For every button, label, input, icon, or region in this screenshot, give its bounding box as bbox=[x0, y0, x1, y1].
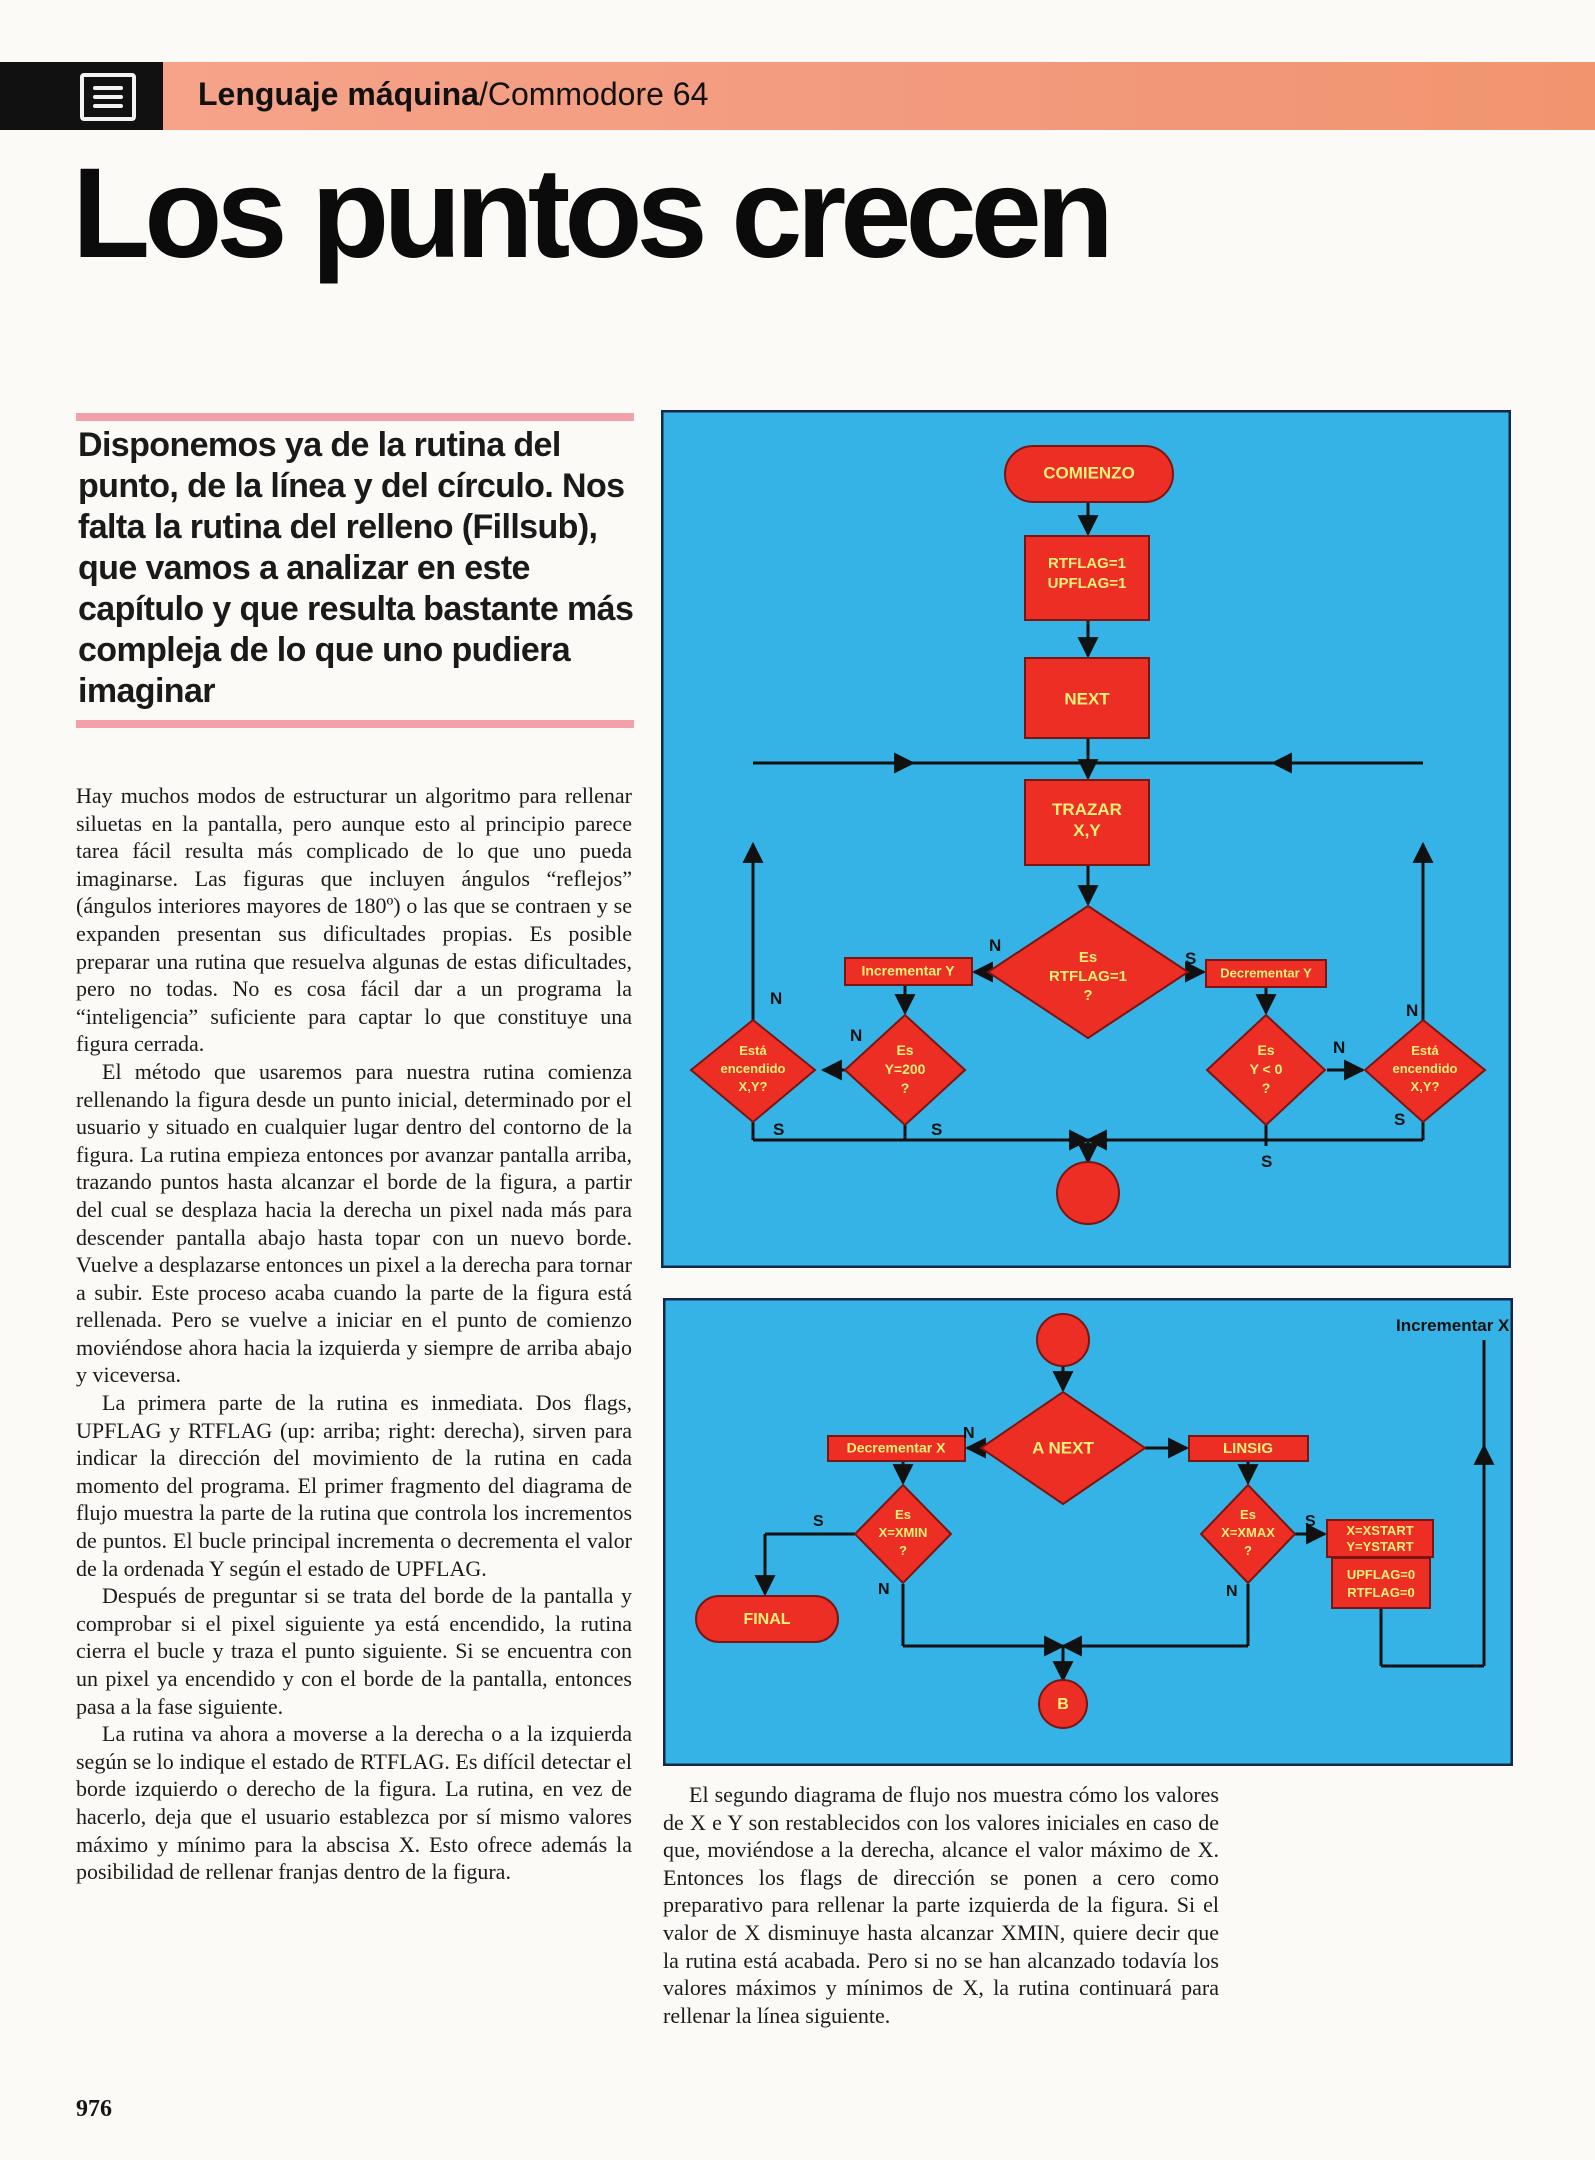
section-title bbox=[198, 76, 708, 113]
init-line: RTFLAG=1 bbox=[1048, 555, 1126, 572]
rtflag-line: RTFLAG=1 bbox=[1049, 968, 1127, 985]
end-connector bbox=[1057, 1162, 1119, 1224]
init-line: UPFLAG=1 bbox=[1047, 575, 1127, 592]
intro-bottom-rule bbox=[76, 720, 634, 728]
flowchart-x-stepping bbox=[663, 1298, 1513, 1771]
branch-yes-label: S bbox=[931, 1120, 943, 1139]
y200-line: Es bbox=[896, 1042, 914, 1058]
lit-right-line: encendido bbox=[1392, 1061, 1458, 1076]
body-column-left bbox=[76, 782, 632, 1886]
branch-no-label: N bbox=[1226, 1583, 1238, 1600]
linsig-label: LINSIG bbox=[1222, 1439, 1274, 1457]
rtflag-line: ? bbox=[1083, 987, 1093, 1004]
rtflag-line: Es bbox=[1078, 949, 1098, 966]
reset-line: X=XSTART bbox=[1346, 1523, 1414, 1538]
start-label: COMIENZO bbox=[1043, 463, 1135, 483]
branch-yes-label: S bbox=[1185, 949, 1197, 968]
lit-right-line: Está bbox=[1411, 1043, 1439, 1058]
increment-y-label: Incrementar Y bbox=[861, 962, 955, 979]
flowchart-fill-loop bbox=[661, 410, 1511, 1273]
xmax-line: X=XMAX bbox=[1221, 1525, 1275, 1540]
lit-left-line: Está bbox=[739, 1043, 767, 1058]
branch-no-label: N bbox=[1333, 1038, 1346, 1057]
next-label: NEXT bbox=[1064, 689, 1110, 709]
flags-zero-line: UPFLAG=0 bbox=[1346, 1567, 1416, 1582]
reset-line: Y=YSTART bbox=[1346, 1539, 1414, 1554]
body-paragraph: La primera parte de la rutina es inmediata. Dos flags, UPFLAG y RTFLAG (up: arriba; right: derecha), sirven para indicar la dirección del movimiento de la rutina en cada momento del programa. El primer fragmento del diagrama de flujo muestra la parte de la rutina que controla los incrementos de puntos. El bucle principal incrementa o decrementa el valor de la ordenada Y según el estado de UPFLAG. bbox=[76, 1390, 632, 1581]
lit-left-line: encendido bbox=[720, 1061, 786, 1076]
xmin-line: X=XMIN bbox=[878, 1525, 928, 1540]
branch-no-label: N bbox=[878, 1581, 890, 1598]
body-paragraph: El segundo diagrama de flujo nos muestra cómo los valores de X e Y son restablecidos con los valores iniciales en caso de que, moviéndose a la derecha, alcance el valor máximo de X. Entonces los flags de dirección se ponen a cero como preparativo para rellenar la parte izquierda de la figura. Si el valor de X disminuye hasta alcanzar XMIN, quiere decir que la rutina está acabada. Pero si no se han alcanzado todavía los valores máximos y mínimos de X, la rutina continuará para rellenar la línea siguiente. bbox=[663, 1782, 1219, 2028]
page-number: 976 bbox=[76, 2096, 112, 2122]
intro-standfirst: Disponemos ya de la rutina del punto, de la línea y del círculo. Nos falta la rutina del relleno (Fillsub), que vamos a analizar en este capítulo y que resulta bastante más compleja de lo que uno pudiera imaginar bbox=[78, 426, 634, 710]
start-connector bbox=[1037, 1314, 1089, 1366]
xmin-line: Es bbox=[895, 1507, 911, 1522]
branch-yes-label: S bbox=[1394, 1110, 1406, 1129]
xmax-line: Es bbox=[1240, 1507, 1256, 1522]
decrement-x-label: Decrementar X bbox=[846, 1439, 946, 1456]
body-paragraph: El método que usaremos para nuestra rutina comienza rellenando la figura desde un punto inicial, determinado por el usuario y situado en cualquier lugar dentro del contorno de la figura. La rutina empieza entonces por avanzar pantalla arriba, trazando puntos hasta alcanzar el borde de la figura, a partir del cual se desplaza hacia la derecha un pixel nada más para descender pantalla abajo hasta topar con un nuevo borde. Vuelve a desplazarse entonces un pixel a la derecha para tornar a subir. Este proceso acaba cuando la parte de la figura está rellenada. Pero se vuelve a iniciar en el punto de comienzo moviéndose ahora hacia la izquierda y siempre de arriba abajo y viceversa. bbox=[76, 1058, 632, 1388]
y200-line: ? bbox=[900, 1080, 910, 1096]
xmax-line: ? bbox=[1244, 1543, 1252, 1558]
article-title: Los puntos crecen bbox=[72, 142, 1108, 285]
lit-left-line: X,Y? bbox=[738, 1079, 768, 1094]
y0-line: Y < 0 bbox=[1249, 1061, 1283, 1077]
xmin-line: ? bbox=[899, 1543, 907, 1558]
branch-no-label: N bbox=[850, 1026, 863, 1045]
branch-yes-label: S bbox=[773, 1120, 785, 1139]
flags-zero-line: RTFLAG=0 bbox=[1347, 1585, 1415, 1600]
section-platform: Commodore 64 bbox=[487, 76, 709, 112]
branch-no-label: N bbox=[963, 1425, 975, 1442]
lit-right-line: X,Y? bbox=[1410, 1079, 1440, 1094]
intro-top-rule bbox=[76, 413, 634, 421]
plot-line: TRAZAR bbox=[1052, 800, 1122, 819]
flags-zero-box bbox=[1332, 1558, 1430, 1608]
b-connector-label: B bbox=[1057, 1696, 1069, 1714]
y0-line: Es bbox=[1257, 1042, 1275, 1058]
decrement-y-label: Decrementar Y bbox=[1220, 965, 1312, 981]
final-label: FINAL bbox=[743, 1611, 791, 1629]
body-paragraph: La rutina va ahora a moverse a la derecha o a la izquierda según se lo indique el estado de RTFLAG. Es difícil detectar el borde izquierdo o derecho de la figura. La rutina, en vez de hacerlo, deja que el usuario establezca por sí mismo valores máximo y mínimo para la abscisa X. Esto ofrece además la posibilidad de rellenar franjas dentro de la figura. bbox=[76, 1721, 632, 1885]
branch-no-label: N bbox=[989, 936, 1002, 955]
increment-x-label: Incrementar X bbox=[1396, 1316, 1510, 1335]
y0-line: ? bbox=[1261, 1080, 1271, 1096]
section-name: Lenguaje máquina bbox=[198, 76, 479, 112]
body-paragraph: Hay muchos modos de estructurar un algoritmo para rellenar siluetas en la pantalla, pero aunque esto al principio parece tarea fácil resulta más complicado de lo que uno pueda imaginarse. Las figuras que incluyen ángulos “reflejos” (ángulos interiores mayores de 180º) o las que se contraen y se expanden presentan sus dificultades propias. Es posible preparar una rutina que resuelva algunas de estas dificultades, pero no todas. No es cosa fácil dar a un programa la “inteligencia” suficiente para captar lo que constituye una figura cerrada. bbox=[76, 783, 632, 1057]
branch-yes-label: S bbox=[1305, 1513, 1316, 1530]
branch-no-label: N bbox=[770, 989, 783, 1008]
branch-yes-label: S bbox=[813, 1513, 824, 1530]
y200-line: Y=200 bbox=[884, 1061, 926, 1077]
branch-yes-label: S bbox=[1261, 1152, 1273, 1171]
body-column-right bbox=[663, 1781, 1219, 2029]
goto-next-label: A NEXT bbox=[1032, 1438, 1094, 1458]
plot-line: X,Y bbox=[1073, 821, 1101, 840]
body-paragraph: Después de preguntar si se trata del borde de la pantalla y comprobar si el pixel siguiente ya está encendido, la rutina cierra el bucle y traza el punto siguiente. Si se encuentra con un pixel ya encendido y con el borde de la pantalla, entonces pasa a la fase siguiente. bbox=[76, 1583, 632, 1719]
branch-no-label: N bbox=[1406, 1001, 1419, 1020]
computer-logo-icon bbox=[80, 73, 136, 121]
section-separator: / bbox=[478, 76, 488, 112]
